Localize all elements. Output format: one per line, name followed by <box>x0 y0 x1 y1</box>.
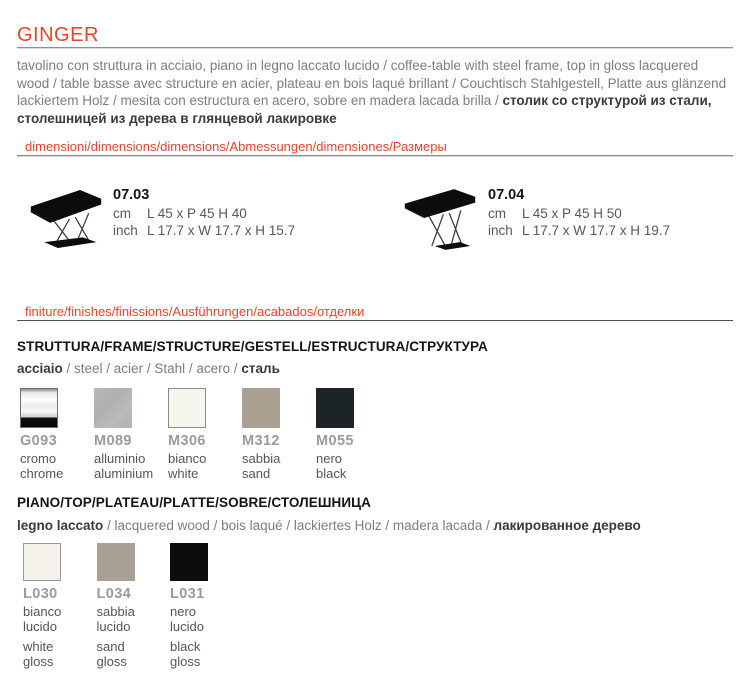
model-code: 07.03 <box>113 187 150 203</box>
finishes-section-header: finiture/finishes/finissions/Ausführungen/acabados/отделки <box>25 304 365 319</box>
swatch-names-primary <box>97 605 171 634</box>
dimensions-divider <box>17 155 733 157</box>
swatch-name: sabbia <box>96 604 135 619</box>
swatch-black <box>316 388 354 428</box>
swatch-name-en: aluminium <box>94 465 154 481</box>
model-0703-specs <box>113 185 295 253</box>
cm-value: L 45 x P 45 H 40 <box>147 206 247 221</box>
swatch-sand-gloss <box>97 543 135 581</box>
swatch-name: nero <box>170 604 197 619</box>
model-cm-line <box>488 206 670 223</box>
swatch-name-it: alluminio <box>94 451 146 466</box>
swatch-names-secondary <box>170 640 244 669</box>
product-description <box>17 57 729 127</box>
frame-material-ru: сталь <box>241 361 280 376</box>
swatch-code: G093 <box>20 433 58 449</box>
swatch-code: M312 <box>242 433 280 449</box>
swatch-code: L031 <box>170 586 205 602</box>
swatch-name: lucido <box>170 618 204 634</box>
swatch-black-gloss <box>170 543 208 581</box>
frame-swatches-row <box>20 388 390 481</box>
inch-value: L 17.7 x W 17.7 x H 19.7 <box>522 222 671 238</box>
swatch-name-en: chrome <box>20 465 64 481</box>
swatch-cell-l031 <box>170 543 244 669</box>
inch-label: inch <box>113 222 138 238</box>
swatch-names <box>20 452 94 481</box>
swatch-code: M055 <box>316 433 354 449</box>
finishes-divider <box>17 320 733 321</box>
swatch-cell-m055 <box>316 388 390 481</box>
swatch-name-en: black <box>316 465 347 481</box>
swatch-name: lucido <box>96 618 131 634</box>
table-0703-icon <box>25 185 107 253</box>
swatch-name: gloss <box>170 653 201 669</box>
page-title: GINGER <box>17 24 99 46</box>
frame-material-line <box>17 361 280 376</box>
swatch-name: gloss <box>23 653 54 669</box>
cm-value: L 45 x P 45 H 50 <box>522 206 622 221</box>
dimensions-row <box>0 185 750 253</box>
top-material-it: legno laccato <box>17 518 104 533</box>
description-cyrillic: столик со структурой из стали, столешницей из дерева в глянцевой лакировке <box>17 93 712 126</box>
swatch-chrome <box>20 388 58 428</box>
swatch-names <box>168 452 242 481</box>
swatch-names <box>94 452 168 481</box>
cm-label: cm <box>113 206 131 221</box>
swatch-cell-m312 <box>242 388 316 481</box>
top-material-line <box>17 518 641 533</box>
swatch-cell-g093 <box>20 388 94 481</box>
swatch-name: gloss <box>96 653 127 669</box>
swatch-name-en: sand <box>242 465 271 481</box>
swatch-names <box>242 452 316 481</box>
frame-heading: STRUTTURA/FRAME/STRUCTURE/GESTELL/ESTRUCTURA/СТРУКТУРА <box>17 339 488 354</box>
swatch-name-it: cromo <box>20 451 57 466</box>
model-0703-block <box>25 185 375 253</box>
dimensions-section-header: dimensioni/dimensions/dimensions/Abmessungen/dimensiones/Размеры <box>25 139 447 154</box>
swatch-white <box>168 388 206 428</box>
model-code: 07.04 <box>488 187 525 203</box>
swatch-white-gloss <box>23 543 61 581</box>
swatch-names-primary <box>23 605 97 634</box>
swatch-code: M089 <box>94 433 132 449</box>
inch-value: L 17.7 x W 17.7 x H 15.7 <box>147 222 296 238</box>
frame-material-translations: / steel / acier / Stahl / acero / <box>62 361 242 376</box>
swatch-name: lucido <box>23 618 57 634</box>
swatch-names <box>316 452 390 481</box>
model-inch-line <box>488 223 670 240</box>
swatch-names-secondary <box>97 640 171 669</box>
swatch-name-en: white <box>168 465 199 481</box>
cm-label: cm <box>488 206 506 221</box>
top-material-translations: / lacquered wood / bois laqué / lackiertes Holz / madera lacada / <box>103 518 494 533</box>
model-inch-line <box>113 223 295 240</box>
swatch-code: L034 <box>96 586 132 602</box>
swatch-name: white <box>23 639 54 654</box>
description-latin: tavolino con struttura in acciaio, piano in legno laccato lucido / coffee-table with steel frame, top in gloss lacquered wood / table basse avec structure en acier, plateau en bois laqué brillant / Couchtisch Stahlgestell, Platte aus glänzend lackiertem Holz / mesita con estructura en acero, sobre en madera lacada brilla / <box>17 58 727 109</box>
swatch-cell-m306 <box>168 388 242 481</box>
swatch-sand <box>242 388 280 428</box>
top-heading: PIANO/TOP/PLATEAU/PLATTE/SOBRE/СТОЛЕШНИЦА <box>17 495 371 510</box>
swatch-aluminium <box>94 388 132 428</box>
swatch-names-secondary <box>23 640 97 669</box>
top-material-ru: лакированное дерево <box>493 518 641 533</box>
swatch-name-it: bianco <box>168 451 207 466</box>
model-0704-specs <box>488 185 670 253</box>
swatch-code: L030 <box>23 586 58 602</box>
model-0704-block <box>400 185 750 253</box>
swatch-name-it: sabbia <box>242 451 281 466</box>
title-divider <box>17 47 733 49</box>
swatch-name-it: nero <box>316 451 343 466</box>
swatch-cell-l030 <box>23 543 97 669</box>
swatch-name: bianco <box>23 604 62 619</box>
table-0704-icon <box>400 185 482 253</box>
swatch-names-primary <box>170 605 244 634</box>
model-cm-line <box>113 206 295 223</box>
top-swatches-row <box>23 543 244 669</box>
frame-material-it: acciaio <box>17 361 63 376</box>
swatch-name: sand <box>96 639 125 654</box>
swatch-code: M306 <box>168 433 206 449</box>
swatch-cell-m089 <box>94 388 168 481</box>
swatch-name: black <box>170 639 201 654</box>
swatch-cell-l034 <box>97 543 171 669</box>
inch-label: inch <box>488 222 513 238</box>
